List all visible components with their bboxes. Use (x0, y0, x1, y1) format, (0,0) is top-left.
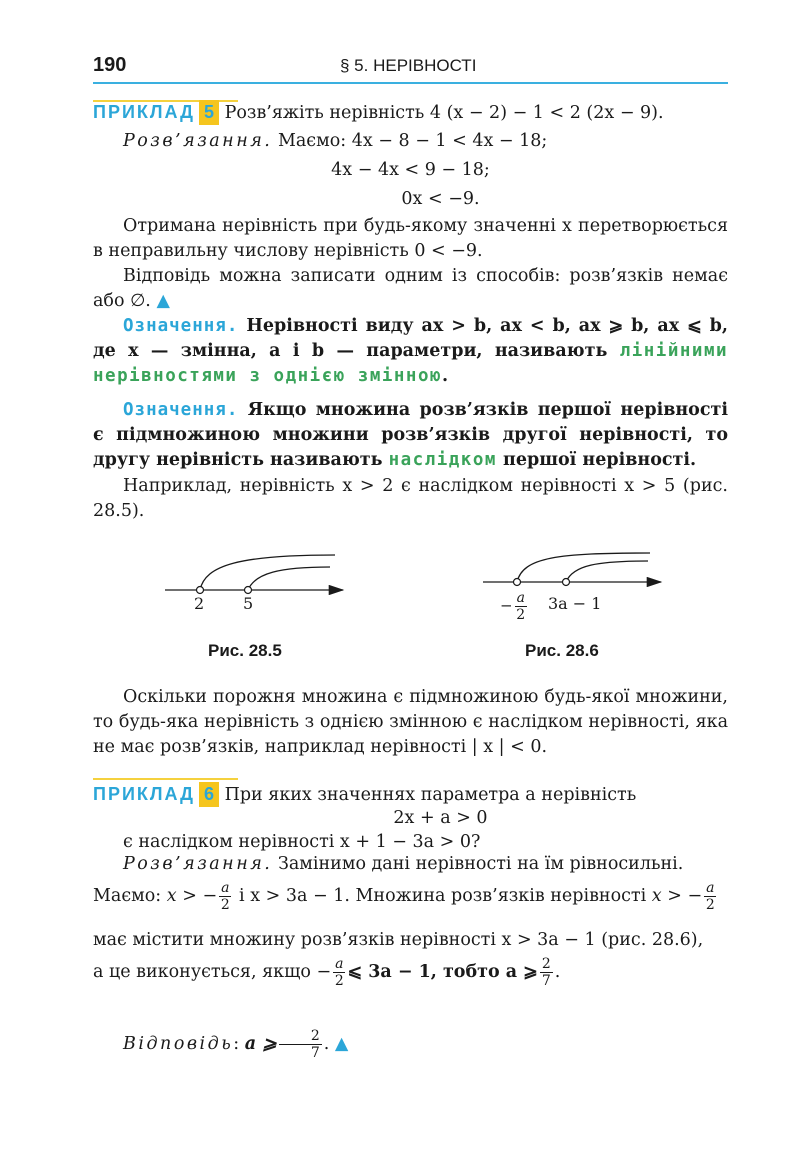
open-point (514, 579, 521, 586)
page-number: 190 (93, 54, 127, 76)
fraction-numerator: a (516, 590, 525, 606)
answer-expression: a ⩾ (244, 1034, 277, 1054)
fraction-numerator: 2 (541, 956, 551, 972)
example-label: ПРИКЛАД (93, 102, 195, 122)
definition-linear (93, 314, 728, 389)
fig2-label-3a-1: 3a − 1 (548, 594, 602, 613)
example-6-solution-line1 (93, 852, 728, 877)
definition-label: Означення. (123, 400, 239, 420)
solution-text: Маємо: (93, 886, 162, 906)
end-triangle-icon: ▲ (156, 291, 170, 311)
example-number: 5 (199, 100, 219, 125)
interval-arc (566, 561, 648, 582)
fraction-denominator: 2 (334, 973, 344, 989)
example-5-heading (93, 100, 728, 126)
definition-term: наслідком (388, 450, 497, 470)
example-5-para2 (93, 264, 728, 314)
fig1-label-5: 5 (243, 594, 254, 613)
figure-28-5 (160, 545, 360, 620)
fraction (515, 590, 527, 623)
section-title: § 5. НЕРІВНОСТІ (340, 56, 477, 75)
answer-word: Відповідь (123, 1034, 234, 1054)
example-number: 6 (199, 782, 219, 807)
solution-math: x > − (166, 886, 218, 906)
example-6-solution-line4: а це виконується, якщо − $\frac{a}{2}$ ⩽ 3a − 1, тобто a ⩾ $\frac{2}{7}$ . (93, 956, 561, 989)
figure-caption: Рис. 28.6 (525, 641, 599, 660)
open-point (563, 579, 570, 586)
fraction (704, 880, 716, 913)
definition-text: Нерівності виду ax > b, ax < b, ax ⩾ b, ax ⩽ b, де x — змінна, a і b — параметри, називають (93, 316, 729, 361)
example-statement: Наприклад, нерівність x > 2 є наслідком нерівності x > 5 (рис. 28.5). (93, 476, 728, 521)
definition-end: першої нерівності. (503, 450, 697, 470)
fraction-denominator: 2 (516, 607, 526, 623)
fig2-label-neg-a-half (500, 590, 529, 623)
fraction-denominator: 2 (220, 897, 230, 913)
definition-end: . (442, 366, 449, 386)
example-6-task: При яких значеннях параметра a нерівність (224, 785, 637, 805)
fraction-numerator: a (335, 956, 344, 972)
header-rule (93, 82, 728, 84)
definition-label: Означення. (123, 316, 239, 336)
open-point (245, 587, 252, 594)
fraction-numerator: a (221, 880, 230, 896)
empty-set-paragraph: Оскільки порожня множина є підмножиною будь-якої множини, то будь-яка нерівність з однією змінною є наслідком нерівності, яка не має розв’язків, наприклад нерівності | x | < 0. (93, 687, 728, 757)
example-5-task: Розв’яжіть нерівність 4 (x − 2) − 1 < 2 (2x − 9). (224, 103, 664, 123)
interval-arc (200, 555, 335, 590)
definition-term: лінійними нерівностями з однією змінною (93, 341, 729, 386)
solution-eq1: Маємо: 4x − 8 − 1 < 4x − 18; (277, 131, 548, 151)
definition-text: Якщо множина розв’язків першої нерівності є підмножиною множини розв’язків другої нерівності, то другу нерівність називають (93, 400, 728, 470)
fraction (333, 956, 345, 989)
fraction-numerator: 2 (279, 1028, 322, 1045)
solution-math: x > − (651, 886, 703, 906)
fraction-denominator: 7 (541, 973, 551, 989)
solution-text: а це виконується, якщо − (93, 962, 332, 982)
fraction (219, 880, 231, 913)
example-6-answer: Відповідь: a ⩾ $\frac{2}{7}$ . ▲ (123, 1028, 349, 1061)
example-6-heading (93, 782, 728, 808)
example-5-solution-line1 (93, 129, 728, 154)
end-triangle-icon: ▲ (334, 1034, 349, 1054)
fraction (279, 1028, 322, 1061)
solution-eq3: 0x < −9. (401, 189, 480, 209)
solution-text: Замінимо дані нерівності на їм рівносильні. (277, 854, 684, 874)
solution-text: і x > 3a − 1. Множина розв’язків нерівності (239, 886, 647, 906)
solution-word: Розв’язання. (123, 131, 273, 151)
definition-consequence (93, 398, 728, 473)
fig1-label-2: 2 (194, 594, 205, 613)
fraction (540, 956, 553, 989)
interval-arc (248, 567, 330, 590)
example-6-solution-line3: має містити множину розв’язків нерівності x > 3a − 1 (рис. 28.6), (93, 930, 704, 950)
example-6-bar (93, 778, 238, 780)
fraction-denominator: 2 (705, 897, 715, 913)
open-point (197, 587, 204, 594)
fraction-numerator: a (706, 880, 715, 896)
minus-sign: − (500, 596, 513, 615)
example-6-inequality: 2x + a > 0 (393, 808, 488, 828)
solution-math: ⩽ 3a − 1, тобто a ⩾ (347, 962, 538, 982)
example-label: ПРИКЛАД (93, 784, 195, 804)
example-6-task2: є наслідком нерівності x + 1 − 3a > 0? (123, 832, 481, 852)
solution-eq2: 4x − 4x < 9 − 18; (331, 160, 490, 180)
example-5-para1: Отримана нерівність при будь-якому значенні x перетворюється в неправильну числову нерівність 0 < −9. (93, 216, 728, 261)
solution-word: Розв’язання. (123, 854, 273, 874)
figure-caption: Рис. 28.5 (208, 641, 282, 660)
para2-text: Відповідь можна записати одним із способів: розв’язків немає або ∅. (93, 266, 728, 311)
example-6-solution-line2 (93, 880, 728, 913)
fraction-denominator: 7 (310, 1045, 320, 1061)
